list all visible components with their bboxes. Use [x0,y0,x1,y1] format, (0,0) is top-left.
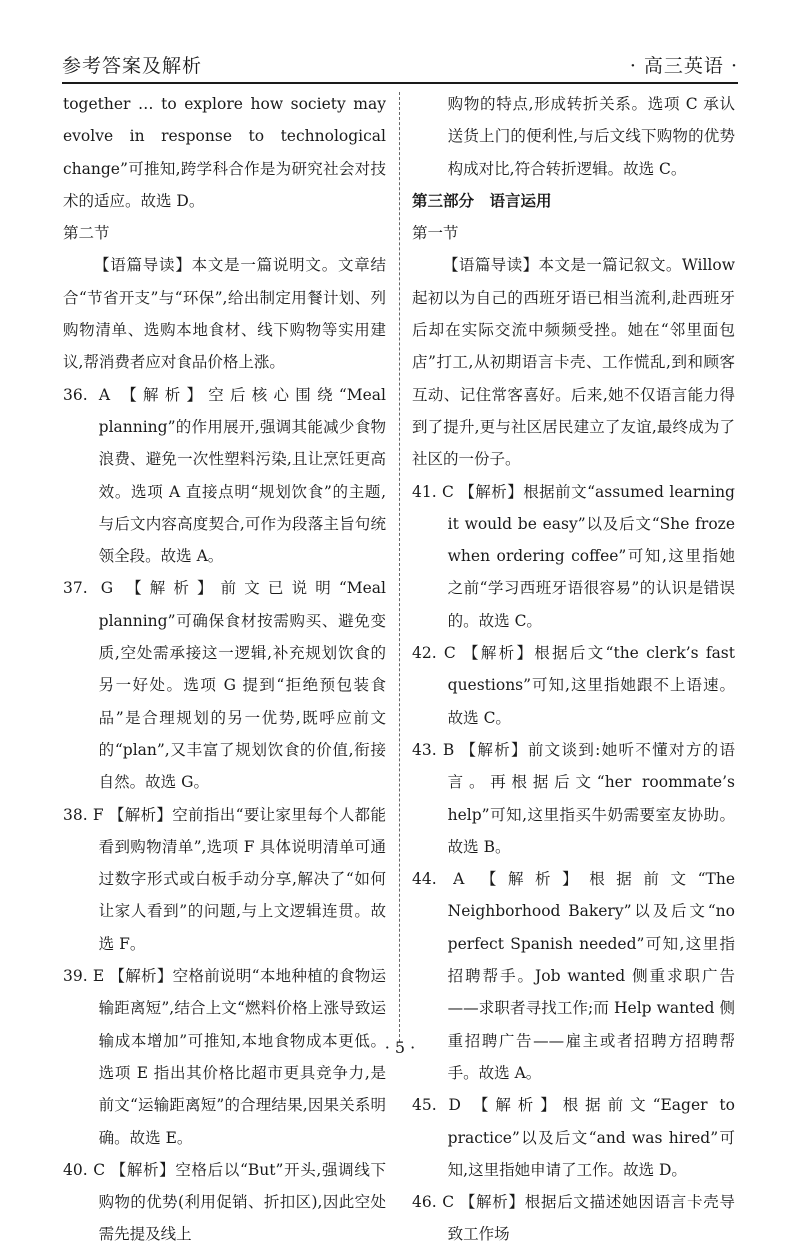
answer-item: 42. C 【解析】根据后文“the clerk’s fast questions”可知,这里指她跟不上语速。故选 C。 [412,644,735,727]
right-column [412,88,735,1251]
answer-item: 39. E 【解析】空格前说明“本地种植的食物运输距离短”,结合上文“燃料价格上涨导致运输成本增加”可推知,本地食物成本更低。选项 E 指出其价格比超市更具竞争力,是前文“运输距离短”的合理结果,因果关系明确。故选 E。 [63,967,386,1147]
section-heading: 第一节 [412,224,459,243]
answer-item: 38. F 【解析】空前指出“要让家里每个人都能看到购物清单”,选项 F 具体说明清单可通过数字形式或白板手动分享,解决了“如何让家人看到”的问题,与上文逻辑连贯。故选 F。 [63,805,386,953]
answer-item: 43. B 【解析】前文谈到:她听不懂对方的语言。再根据后文“her roommate’s help”可知,这里指买牛奶需要室友协助。故选 B。 [412,740,735,856]
answer-item: 40. C 【解析】空格后以“But”开头,强调线下购物的优势(利用促销、折扣区),因此空处需先提及线上 [63,1160,386,1244]
left-column [63,88,386,1251]
passage-summary: 【语篇导读】本文是一篇说明文。文章结合“节省开支”与“环保”,给出制定用餐计划、列购物清单、选购本地食材、线下购物等实用建议,帮消费者应对食品价格上涨。 [63,256,386,372]
answer-item: 41. C 【解析】根据前文“assumed learning it would be easy”以及后文“She froze when ordering coffee”可知,这里指她之前“学习西班牙语很容易”的认识是错误的。故选 C。 [412,482,735,630]
passage-summary: 【语篇导读】本文是一篇记叙文。Willow 起初以为自己的西班牙语已相当流利,赴西班牙后却在实际交流中频频受挫。她在“邻里面包店”打工,从初期语言卡壳、工作慌乱,到和顾客互动、记住常客喜好。后来,她不仅语言能力得到了提升,更与社区居民建立了友谊,最终成为了社区的一份子。 [412,256,735,469]
answer-item: 36. A 【解析】空后核心围绕“Meal planning”的作用展开,强调其能减少食物浪费、避免一次性塑料污染,且让烹饪更高效。选项 A 直接点明“规划饮食”的主题,与后文内容高度契合,可作为段落主旨句统领全段。故选 A。 [63,385,386,566]
answer-item: 45. D 【解析】根据前文“Eager to practice”以及后文“and was hired”可知,这里指她申请了工作。故选 D。 [412,1096,735,1179]
page-header [62,48,738,84]
part-heading: 第三部分 语言运用 [412,190,552,210]
header-title: 参考答案及解析 [62,55,203,77]
answer-item: 37. G 【解析】前文已说明“Meal planning”可确保食材按需购买、避免变质,空处需承接这一逻辑,补充规划饮食的另一好处。选项 G 提到“拒绝预包装食品”是合理规划的另一优势,既呼应前文的“plan”,又丰富了规划饮食的价值,衔接自然。故选 G。 [63,579,386,792]
section-heading: 第二节 [63,224,110,243]
page-number: · 5 · [384,1038,416,1057]
paragraph: together … to explore how society may evolve in response to technological change”可推知,跨学科合作是为研究社会对技术的适应。故选 D。 [63,95,386,210]
paragraph: 购物的特点,形成转折关系。选项 C 承认送货上门的便利性,与后文线下购物的优势构成对比,符合转折逻辑。故选 C。 [447,95,735,178]
column-divider [399,92,400,1042]
answer-item: 44. A 【解析】根据前文“The Neighborhood Bakery”以及后文“no perfect Spanish needed”可知,这里指招聘帮手。Job wanted 侧重求职广告——求职者寻找工作;而 Help wanted 侧重招聘广告——雇主或者招聘方招聘帮手。故选 A。 [412,870,735,1082]
answer-item: 46. C 【解析】根据后文描述她因语言卡壳导致工作场 [412,1193,735,1244]
header-subject: · 高三英语 · [629,55,738,77]
